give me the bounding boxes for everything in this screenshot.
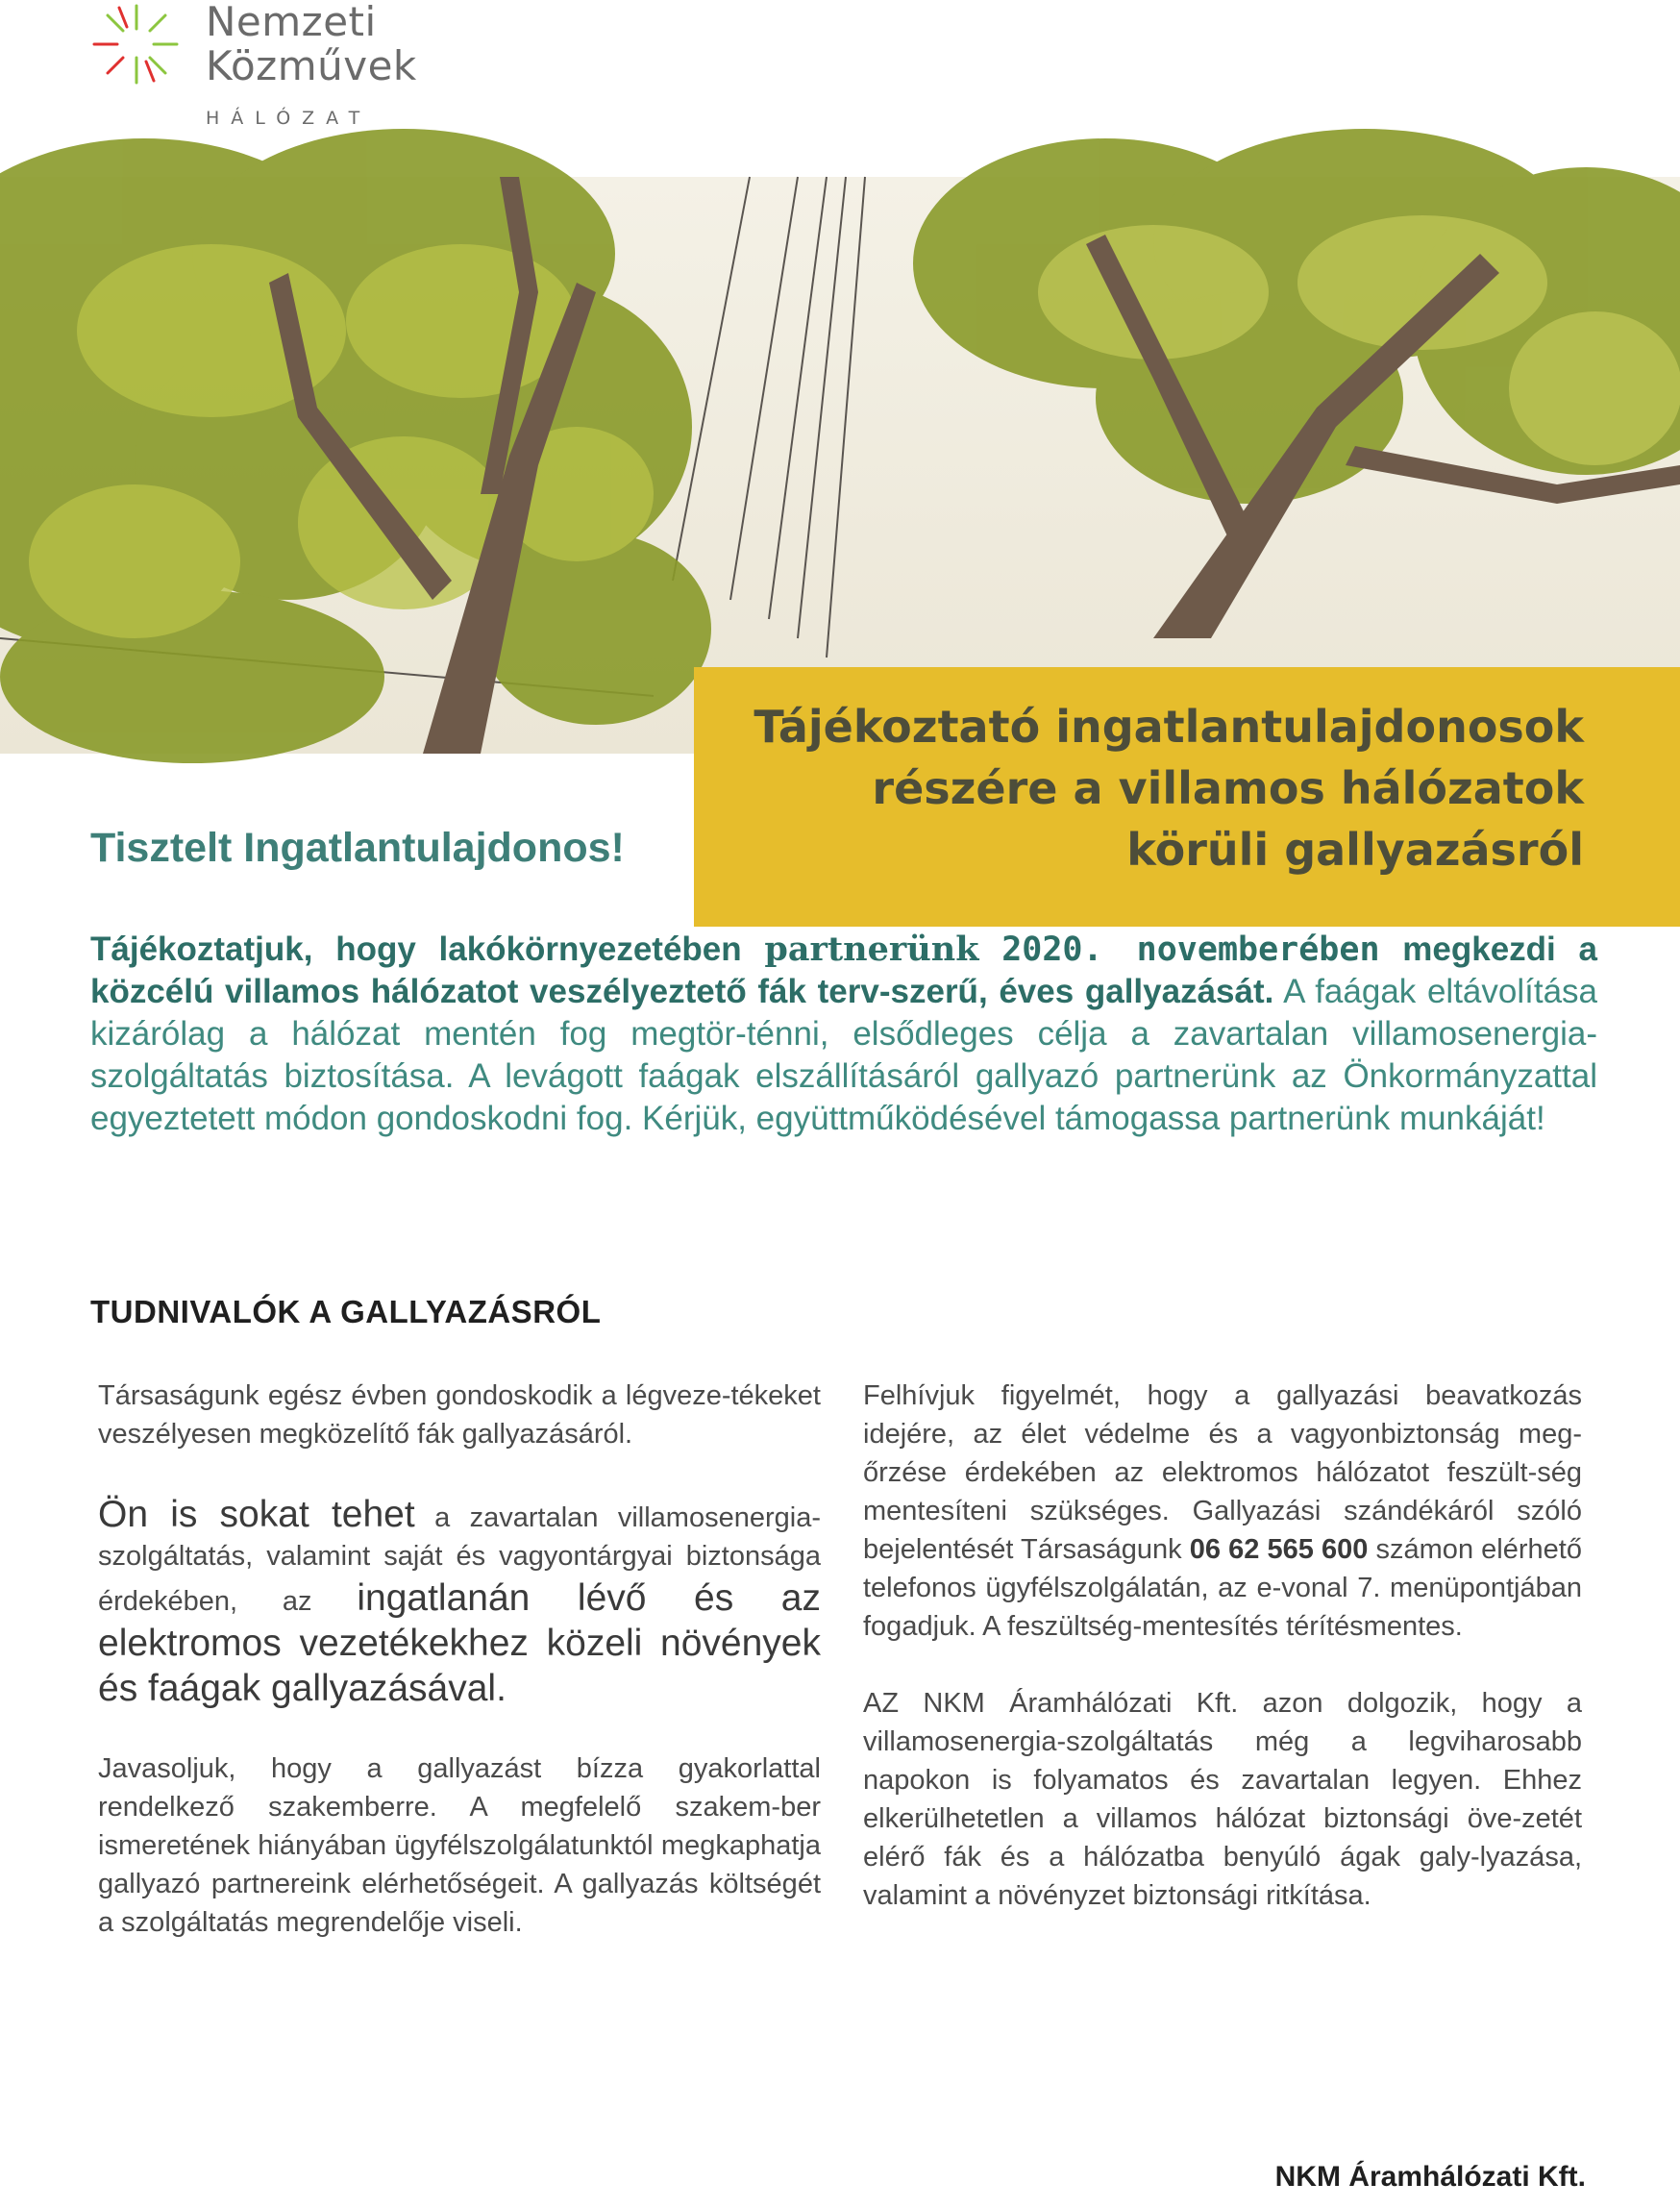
banner-title-line1: Tájékoztató ingatlantulajdonosok — [754, 701, 1584, 753]
logo-burst-icon — [88, 0, 185, 96]
phone-number: 06 62 565 600 — [1189, 1534, 1369, 1565]
company-signature: NKM Áramhálózati Kft. — [1274, 2161, 1586, 2193]
right-paragraph-1 — [863, 1377, 1582, 1646]
right-column — [863, 1377, 1582, 1953]
banner-title — [719, 696, 1584, 881]
right-paragraph-1-b: számon elérhető telefonos ügyfélszolgálatán, az e-vonal 7. menüpontjában fogadjuk. A feszültség-mentesítés térítésmentes. — [863, 1534, 1582, 1642]
intro-date: 2020. novemberében — [1001, 930, 1380, 969]
intro-lead2: megkezdi a közcélú villamos hálózatot veszélyeztető fák terv-szerű, éves gallyazását. — [90, 930, 1597, 1010]
intro-paragraph — [90, 929, 1597, 1140]
left-emphasis-1: Ön is sokat tehet — [98, 1494, 415, 1535]
logo-text-line1: Nemzeti — [206, 0, 377, 45]
left-emphasis-2: ingatlanán lévő és az elektromos vezetékekhez közeli növények és faágak gallyazásával. — [98, 1577, 821, 1709]
section-heading: TUDNIVALÓK A GALLYAZÁSRÓL — [90, 1294, 602, 1329]
intro-rest: A faágak eltávolítása kizárólag a hálózat mentén fog megtör-ténni, elsődleges célja a zavartalan villamosenergia-szolgáltatás biztosítása. A levágott faágak elszállításáról gallyazó partnerünk az Önkormányzattal egyeztetett módon gondoskodni fog. Kérjük, együttműködésével támogassa partnerünk munkáját! — [90, 973, 1598, 1137]
logo-subtitle: HÁLÓZAT — [206, 108, 372, 129]
left-paragraph-2 — [98, 1492, 821, 1711]
left-paragraph-1: Társaságunk egész évben gondoskodik a légveze-tékeket veszélyesen megközelítő fák gallyazásáról. — [98, 1380, 821, 1450]
title-banner — [694, 667, 1680, 927]
left-paragraph-2-text: a zavartalan villamosenergia-szolgáltatás, valamint saját és vagyontárgyai biztonsága érdekében, az — [98, 1502, 821, 1617]
right-paragraph-1-a: Felhívjuk figyelmét, hogy a gallyazási beavatkozás idejére, az élet védelme és a vagyonbiztonság meg-őrzése érdekében az elektromos hálózatot feszült-ség mentesíteni szükséges. Gallyazási szándékáról szóló bejelentését Társaságunk — [863, 1380, 1582, 1565]
company-logo — [88, 0, 454, 135]
intro-partner: partnerünk — [764, 930, 979, 969]
logo-text-line2: Közművek — [206, 42, 417, 89]
left-column — [98, 1377, 821, 1980]
banner-title-line3: körüli gallyazásról — [1126, 824, 1584, 876]
right-paragraph-2: AZ NKM Áramhálózati Kft. azon dolgozik, hogy a villamosenergia-szolgáltatás még a legviharosabb napokon is folyamatos és zavartalan legyen. Ehhez elkerülhetetlen a villamos hálózat biztonsági öve-zetét elérő fák és a hálózatba benyúló ágak galy-lyazása, valamint a növényzet biztonsági ritkítása. — [863, 1688, 1582, 1911]
banner-title-line2: részére a villamos hálózatok — [872, 762, 1584, 814]
left-paragraph-3: Javasoljuk, hogy a gallyazást bízza gyakorlattal rendelkező szakemberre. A megfelelő szakem-ber ismeretének hiányában ügyfélszolgálatunktól megkaphatja gallyazó partnereink elérhetőségeit. A gallyazás költségét a szolgáltatás megrendelője viseli. — [98, 1753, 821, 1938]
intro-lead: Tájékoztatjuk, hogy lakókörnyezetében — [90, 930, 742, 968]
greeting-heading: Tisztelt Ingatlantulajdonos! — [90, 825, 625, 871]
